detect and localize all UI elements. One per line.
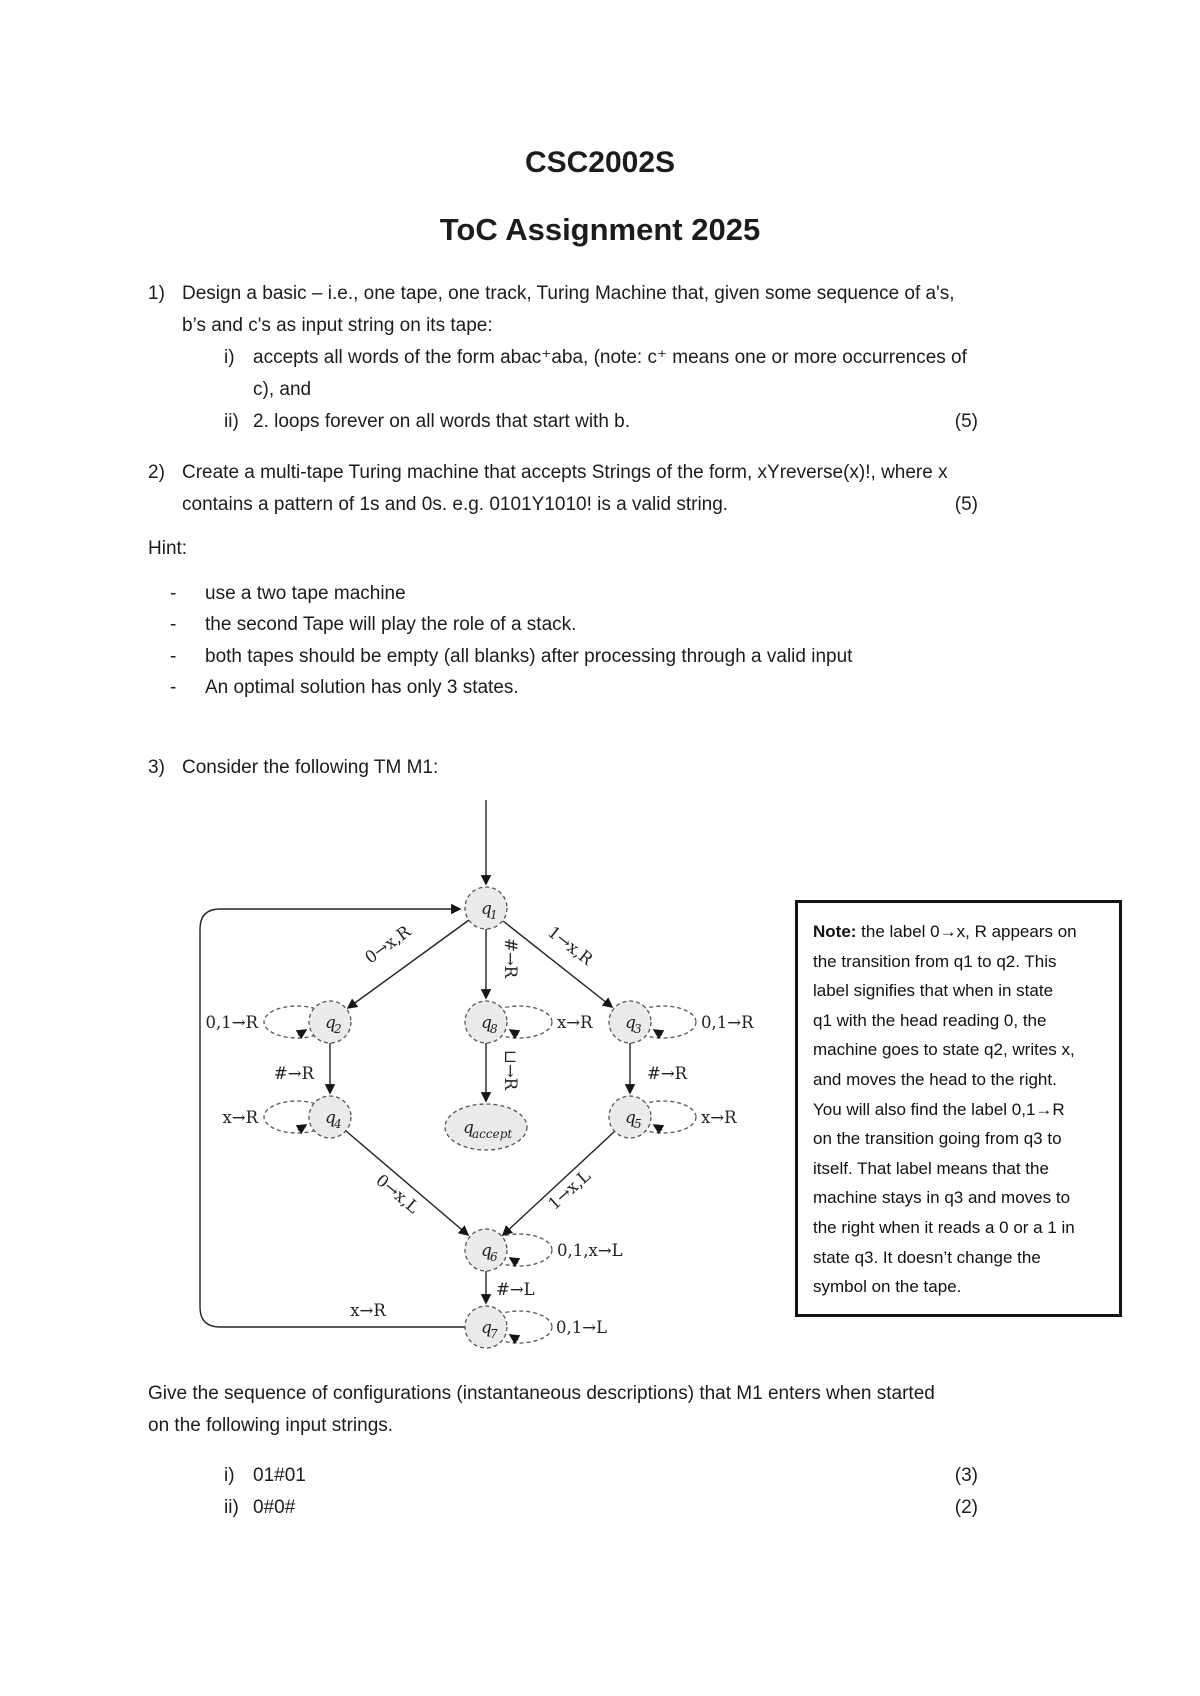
question-1-subitem-ii [148,406,978,438]
edge-q5-q6 [503,1131,615,1235]
state-label-q4: q [325,1108,336,1128]
question-2-text-line-2: contains a pattern of 1s and 0s. e.g. 0101Y1010! is a valid string. [182,494,729,515]
note-line-3: label signifies that when in state [813,981,1054,1001]
subitem-ii-text: 2. loops forever on all words that start with b. [253,411,631,432]
question-1-subitem-i [148,342,978,374]
turing-machine-state-diagram [150,775,775,1350]
hint-bullet-1 [148,578,978,609]
hint-bullet-4-text: An optimal solution has only 3 states. [205,677,519,699]
question-1 [148,278,978,438]
loop-arrow-q3 [654,1030,662,1035]
hint-bullet-3 [148,641,978,672]
label-q6-q7: #→L [496,1280,535,1299]
question-2 [148,457,978,521]
input-item-ii [148,1492,978,1524]
input-item-ii-mark: (2) [954,1497,978,1518]
edge-q4-q6 [346,1131,468,1235]
state-label-q7: q [481,1318,492,1338]
assignment-title: ToC Assignment 2025 [439,212,761,247]
note-line-10: machine stays in q3 and moves to [813,1188,1071,1208]
label-q2-q4: #→R [273,1064,314,1083]
state-label-q6: q [481,1241,492,1261]
loop-arrow-q6 [510,1258,518,1263]
note-line-12: state q3. It doesn’t change the [813,1247,1041,1267]
question-1-line-1 [148,278,978,310]
note-line-6: and moves the head to the right. [813,1069,1057,1089]
question-1-subitem-i-cont [148,374,978,406]
state-label-q1: q [481,899,492,919]
subitem-i-text: accepts all words of the form abac⁺aba, (note: c⁺ means one or more occurrences of [253,347,967,368]
note-line-1 [813,917,1104,947]
state-sub-q4: 4 [334,1117,342,1131]
note-line-5: machine goes to state q2, writes x, [813,1040,1075,1060]
input-item-i-mark: (3) [954,1465,978,1486]
hint-bullet-1-text: use a two tape machine [205,583,406,604]
bullet-dash: - [170,614,177,636]
label-q3-self: 0,1→R [701,1013,754,1032]
loop-arrow-q7 [510,1335,518,1340]
input-item-ii-value: 0#0# [253,1497,296,1518]
question-2-mark: (5) [954,494,978,515]
bullet-dash: - [170,583,177,604]
question-2-line-1 [148,457,978,489]
note-line-13: symbol on the tape. [813,1277,962,1297]
loop-arrow-q5 [654,1125,662,1130]
hint-title: Hint: [148,538,188,559]
state-sub-q6: 6 [490,1250,498,1264]
bullet-dash: - [170,645,177,667]
subitem-i-text-2: c), and [253,379,312,400]
note-line-2: the transition from q1 to q2. This [813,951,1057,971]
question-1-text-line-2: b’s and c's as input string on its tape: [182,315,493,336]
label-q2-self: 0,1→R [205,1013,258,1032]
label-q6-self: 0,1,x→L [557,1241,623,1260]
question-3-text: Consider the following TM M1: [182,757,439,778]
hint-bullet-4 [148,672,978,703]
state-label-qaccept: q [463,1118,474,1138]
loop-arrow-q8 [510,1030,518,1035]
label-q5-q6: 1→x,L [544,1166,595,1214]
hint-heading [148,533,978,565]
state-label-q5: q [625,1108,636,1128]
label-q7-self: 0,1→L [556,1318,608,1337]
state-label-q8: q [481,1013,492,1033]
input-string-list [148,1460,978,1524]
note-line-1-text: the label 0→x, R appears on [856,922,1077,941]
question-1-mark: (5) [954,411,978,432]
note-line-9: itself. That label means that the [813,1158,1049,1178]
footer-instruction [148,1378,978,1442]
course-code-title: CSC2002S [524,146,676,179]
label-q3-q5: #→R [647,1064,688,1083]
question-1-line-2 [148,310,978,342]
question-3-number: 3) [148,757,165,778]
note-line-11: the right when it reads a 0 or a 1 in [813,1217,1075,1237]
footer-line-1: Give the sequence of configurations (instantaneous descriptions) that M1 enters when started [148,1383,935,1404]
note-line-8: on the transition going from q3 to [813,1129,1062,1149]
label-q1-q8: #→R [501,938,520,979]
note-box [795,900,1122,1317]
note-line-4: q1 with the head reading 0, the [813,1010,1047,1030]
label-q1-q3: 1→x,R [544,922,597,969]
label-q4-q6: 0→x,L [372,1170,423,1218]
question-2-text-line-1: Create a multi-tape Turing machine that accepts Strings of the form, xYreverse(x)!, where x [182,462,948,483]
hint-bullet-3-text: both tapes should be empty (all blanks) after processing through a valid input [205,645,853,667]
hint-bullet-list [148,578,978,704]
input-item-ii-number: ii) [224,1497,239,1518]
state-sub-q1: 1 [490,908,498,922]
note-line-7: You will also find the label 0,1→R [813,1099,1065,1119]
note-bold-prefix: Note: [813,922,857,941]
label-q5-self: x→R [701,1108,737,1127]
input-item-i-value: 01#01 [253,1465,306,1486]
loop-arrow-q2 [298,1030,306,1035]
question-2-line-2 [148,489,978,521]
state-sub-q7: 7 [490,1327,498,1341]
subitem-ii-number: ii) [224,411,239,432]
footer-line-2: on the following input strings. [148,1415,394,1436]
state-sub-q8: 8 [490,1022,498,1036]
loop-arrow-q4 [298,1125,306,1130]
state-label-q3: q [625,1013,636,1033]
state-label-q2: q [325,1013,336,1033]
bullet-dash: - [170,677,177,699]
label-q8-self: x→R [557,1013,593,1032]
question-2-number: 2) [148,462,165,483]
subitem-i-number: i) [224,347,235,368]
label-q1-q2: 0→x,R [361,921,415,968]
hint-heading-block [148,533,978,565]
state-sub-q2: 2 [334,1022,342,1036]
input-item-i-number: i) [224,1465,235,1486]
hint-bullet-2 [148,609,978,640]
state-sub-q5: 5 [634,1117,642,1131]
question-1-text-line-1: Design a basic – i.e., one tape, one track, Turing Machine that, given some sequence of a's, [182,283,955,304]
state-sub-q3: 3 [634,1022,642,1036]
state-sub-qaccept: accept [472,1127,513,1141]
label-q7-q1: x→R [350,1301,386,1320]
input-item-i [148,1460,978,1492]
question-1-number: 1) [148,283,165,304]
label-q8-qaccept: ⊔→R [501,1050,520,1091]
label-q4-self: x→R [222,1108,258,1127]
hint-bullet-2-text: the second Tape will play the role of a stack. [205,614,577,636]
